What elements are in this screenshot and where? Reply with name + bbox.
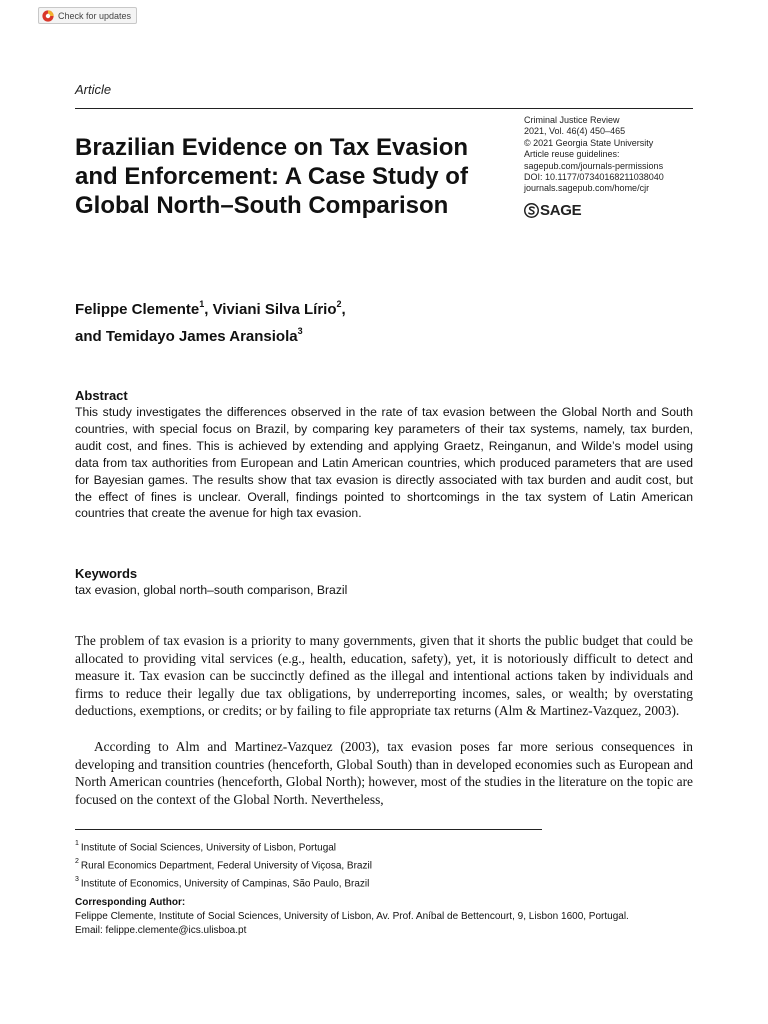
author-affiliation-mark: 1 [199, 299, 205, 309]
abstract-heading: Abstract [75, 388, 128, 403]
author-conjunction: and [75, 328, 106, 345]
keywords-heading: Keywords [75, 566, 138, 581]
footnote-item [75, 874, 695, 892]
body-paragraph: The problem of tax evasion is a priority to many governments, given that it shorts the public budget that could be allocated to providing vital services (e.g., health, education, safety), yet, it is notoriously difficult to detect and measure it. Tax evasion can be succinctly defined as the illegal and intentional actions taken by individuals and firms to reduce their legally due tax obligations, by underreporting incomes, sales, or wealth; by overstating deductions, exemptions, or credits; or by failing to file appropriate tax returns (Alm & Martinez-Vazquez, 2003). [75, 633, 693, 719]
abstract-text: This study investigates the differences observed in the rate of tax evasion between the Global North and South countries, with special focus on Brazil, by comparing key parameters of their tax systems, namely, tax burden, audit cost, and fines. This is achieved by extending and applying Graetz, Reinganun, and Wilde’s model using data from tax authorities from European and Latin American countries, which produced parameters that are used for Bayesian games. The results show that tax evasion is directly associated with tax burden and audit cost, but the effect of fines is unclear. Overall, findings pointed to shortcomings in the tax system of Latin American countries that create the avenue for high tax evasion. [75, 405, 693, 521]
corresponding-author-email[interactable]: Email: felippe.clemente@ics.ulisboa.pt [75, 924, 247, 936]
footnote-text: Rural Economics Department, Federal University of Viçosa, Brazil [80, 860, 372, 872]
corresponding-author-heading: Corresponding Author: [75, 897, 186, 908]
author-affiliation-mark: 2 [336, 299, 342, 309]
footnote-rule [75, 829, 542, 830]
sage-wordmark: SAGE [540, 202, 582, 219]
sage-logo [524, 202, 581, 219]
journal-info [524, 115, 724, 195]
keywords-text: tax evasion, global north–south comparison, Brazil [75, 583, 348, 597]
sage-s-icon [524, 203, 539, 218]
journal-home-link[interactable]: journals.sagepub.com/home/cjr [524, 183, 650, 194]
footnote-text: Institute of Economics, University of Campinas, São Paulo, Brazil [80, 878, 370, 890]
journal-copyright: © 2021 Georgia State University [524, 137, 654, 148]
author-separator: , [341, 301, 346, 318]
footnote-mark: 2 [75, 857, 79, 865]
body-paragraph: According to Alm and Martinez-Vazquez (2003), tax evasion poses far more serious consequences in developing and transition countries (henceforth, Global South) than in developed economies such as European and North American countries (henceforth, Global North); however, most of the studies in the literature on the topic are focused on the context of the Global North. Nevertheless, [75, 739, 693, 807]
footnote-mark: 3 [75, 875, 79, 883]
corresponding-author-address: Felippe Clemente, Institute of Social Sciences, University of Lisbon, Av. Prof. Aníbal de Bettencourt, 9, Lisbon 1600, Portugal. [75, 911, 629, 922]
author-name: Felippe Clemente [75, 301, 200, 318]
author-separator: , [204, 301, 213, 318]
corresponding-author-details [75, 910, 715, 937]
author-name: Viviani Silva Lírio [212, 301, 337, 318]
journal-name: Criminal Justice Review [524, 115, 620, 125]
reuse-guidelines-label: Article reuse guidelines: [524, 149, 620, 160]
journal-volume: 2021, Vol. 46(4) 450–465 [524, 126, 626, 137]
article-title: Brazilian Evidence on Tax Evasion and Enforcement: A Case Study of Global North–South Comparison [75, 134, 469, 219]
footnote-item [75, 838, 695, 856]
author-name: Temidayo James Aransiola [105, 328, 298, 345]
author-affiliation-mark: 3 [297, 326, 303, 336]
doi-link[interactable]: DOI: 10.1177/07340168211038040 [524, 172, 664, 183]
footnote-item [75, 856, 695, 874]
header-rule [75, 108, 693, 109]
crossmark-icon [42, 10, 54, 22]
check-for-updates-button[interactable] [38, 7, 137, 24]
footnote-mark: 1 [75, 840, 79, 847]
footnote-text: Institute of Social Sciences, University of Lisbon, Portugal [80, 842, 337, 854]
footnotes [75, 838, 695, 892]
reuse-guidelines-link[interactable]: sagepub.com/journals-permissions [524, 160, 664, 171]
author-list [75, 294, 635, 348]
check-for-updates-label: Check for updates [58, 10, 132, 21]
article-type-label: Article [75, 82, 112, 97]
